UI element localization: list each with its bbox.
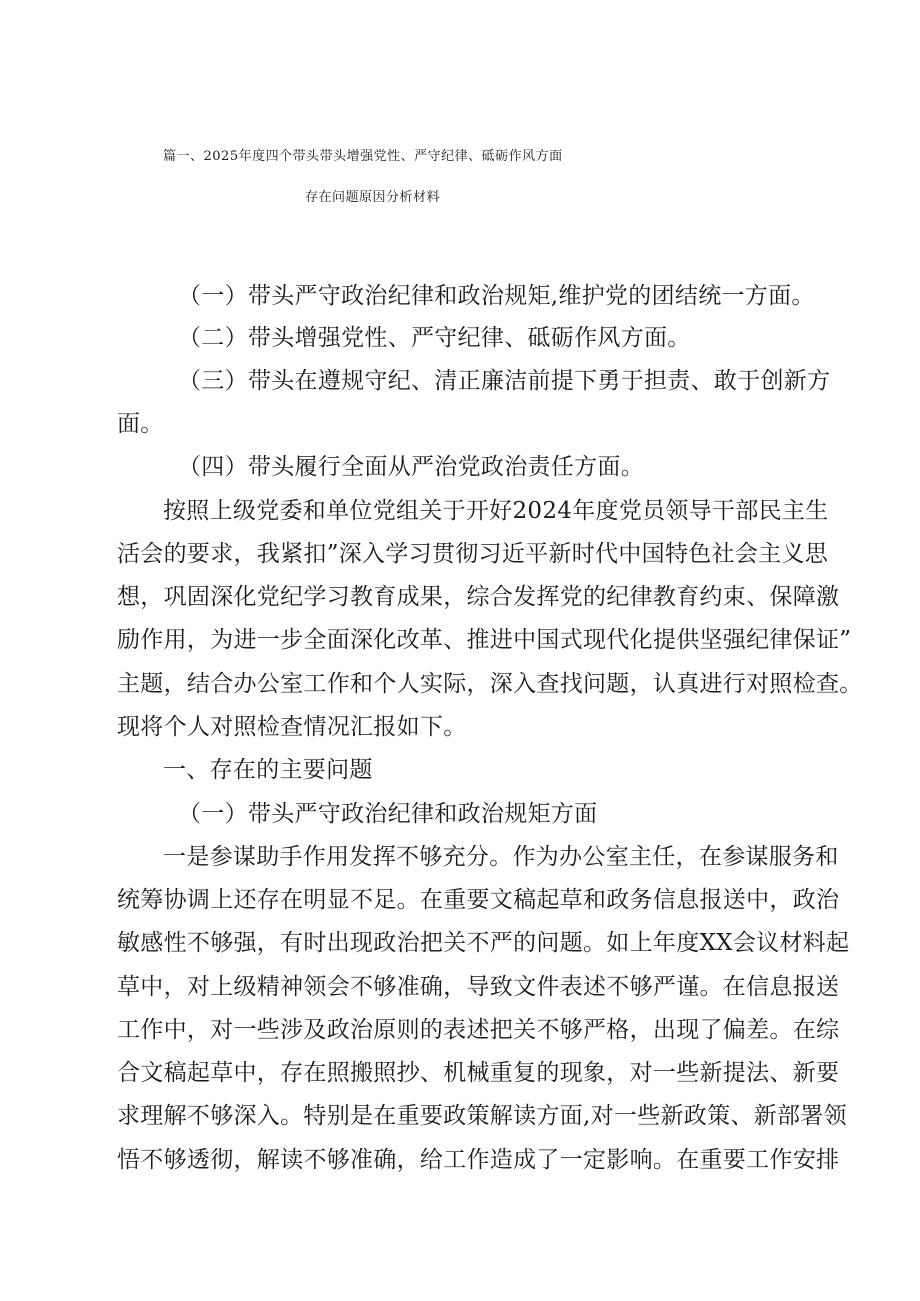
document-title-line-2: 存在问题原因分析材料 (305, 190, 441, 205)
paragraph-line: 统筹协调上还存在明显不足。在重要文稿起草和政务信息报送中，政治 (117, 887, 840, 913)
section-heading: 一、存在的主要问题 (163, 757, 373, 783)
paragraph-line: 草中，对上级精神领会不够准确，导致文件表述不够严谨。在信息报送 (117, 974, 840, 1000)
paragraph-line: 一是参谋助手作用发挥不够充分。作为办公室主任，在参谋服务和 (163, 844, 839, 870)
paragraph-line: 工作中，对一些涉及政治原则的表述把关不够严格，出现了偏差。在综 (117, 1017, 840, 1043)
paragraph-line: 主题，结合办公室工作和个人实际，深入查找问题，认真进行对照检查。 (117, 671, 863, 697)
paragraph-line: 悟不够透彻，解读不够准确，给工作造成了一定影响。在重要工作安排 (117, 1147, 840, 1173)
paragraph-line: 想，巩固深化党纪学习教育成果，综合发挥党的纪律教育约束、保障激 (117, 584, 840, 610)
document-title-line-1: 篇一、2025年度四个带头带头增强党性、严守纪律、砥砺作风方面 (163, 149, 563, 164)
paragraph-line: 合文稿起草中，存在照搬照抄、机械重复的现象，对一些新提法、新要 (117, 1060, 840, 1086)
subsection-heading: （一）带头严守政治纪律和政治规矩方面 (178, 801, 598, 827)
list-item-continuation: 面。 (117, 411, 164, 437)
paragraph-line: 按照上级党委和单位党组关于开好2024年度党员领导干部民主生 (163, 498, 829, 524)
list-item: （一）带头严守政治纪律和政治规矩,维护党的团结统一方面。 (178, 283, 815, 309)
list-item: （四）带头履行全面从严治党政治责任方面。 (178, 454, 644, 480)
paragraph-line: 励作用，为进一步全面深化改革、推进中国式现代化提供坚强纪律保证” (117, 627, 852, 653)
paragraph-line: 活会的要求，我紧扣”深入学习贯彻习近平新时代中国特色社会主义思 (117, 541, 829, 567)
paragraph-line: 现将个人对照检查情况汇报如下。 (117, 714, 467, 740)
list-item: （二）带头增强党性、严守纪律、砥砺作风方面。 (178, 325, 691, 351)
list-item: （三）带头在遵规守纪、清正廉洁前提下勇于担责、敢于创新方 (178, 368, 831, 394)
paragraph-line: 敏感性不够强，有时出现政治把关不严的问题。如上年度XX会议材料起 (117, 930, 850, 956)
paragraph-line: 求理解不够深入。特别是在重要政策解读方面,对一些新政策、新部署领 (117, 1103, 847, 1129)
